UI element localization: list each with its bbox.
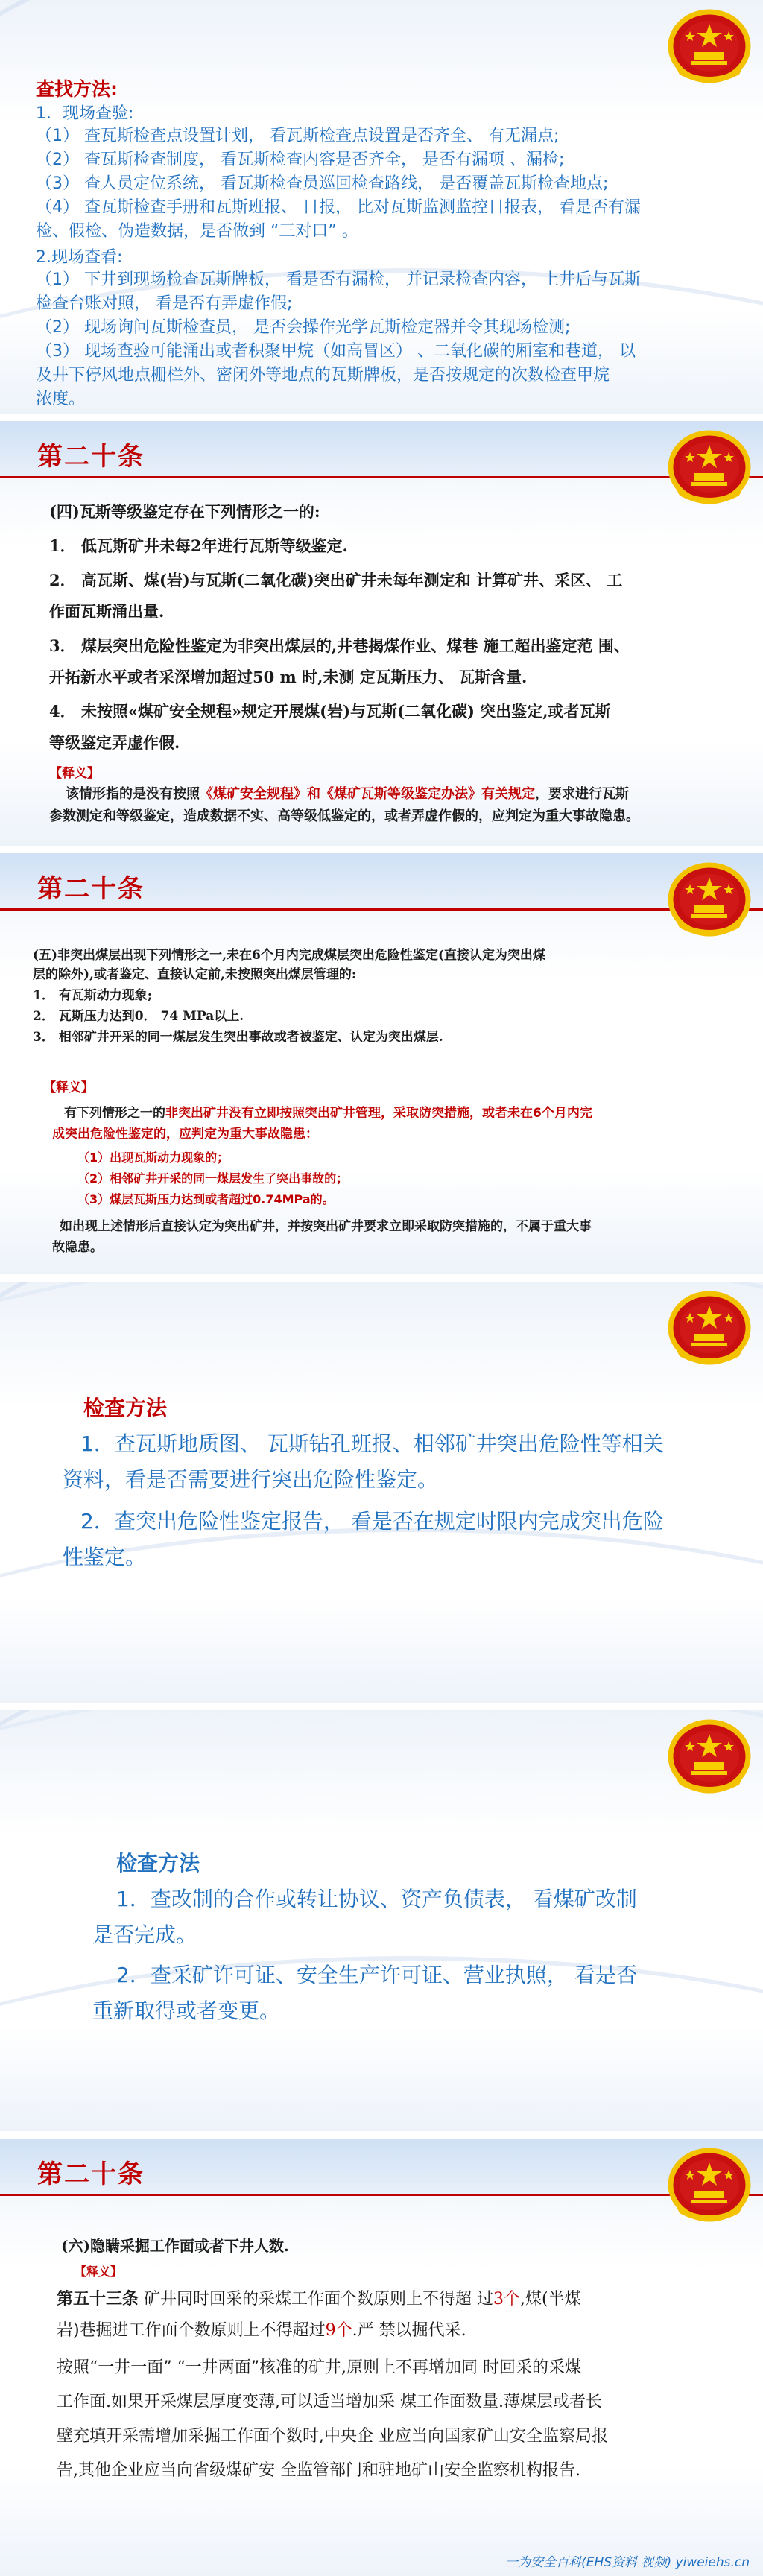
clause-line: 3． 煤层突出危险性鉴定为非突出煤层的,井巷揭煤作业、煤巷 施工超出鉴定范 围、 (49, 636, 630, 655)
clause-line: 3． 相邻矿井开采的同一煤层发生突出事故或者被鉴定、认定为突出煤层. (33, 1030, 443, 1045)
explanation-line: 告,其他企业应当向省级煤矿安 全监管部门和驻地矿山安全监察机构报告. (57, 2461, 580, 2480)
method-paragraph: 1．查改制的合作或转让协议、资产负债表， 看煤矿改制 (116, 1887, 637, 1911)
limit-value: 9个 (325, 2321, 352, 2340)
method-paragraph: 资料，看是否需要进行突出危险性鉴定。 (63, 1467, 439, 1492)
condition-item: （3）煤层瓦斯压力达到或者超过0.74MPa的。 (77, 1192, 335, 1206)
national-emblem-icon (665, 2145, 754, 2222)
list-item: 及井下停风地点栅栏外、密闭外等地点的瓦斯牌板，是否按规定的次数检查甲烷 (36, 366, 610, 384)
article-number: 第五十三条 (57, 2289, 139, 2308)
title-underline (0, 908, 763, 911)
clause-line: 1． 低瓦斯矿井未每2年进行瓦斯等级鉴定. (49, 537, 348, 555)
clause-line: 开拓新水平或者采深增加超过50 m 时,未测 定瓦斯压力、 瓦斯含量. (49, 668, 528, 686)
national-emblem-icon (665, 6, 754, 83)
list-item: （4） 查瓦斯检查手册和瓦斯班报、 日报， 比对瓦斯监测监控日报表， 看是否有漏 (36, 198, 641, 217)
list-item: （1） 下井到现场检查瓦斯牌板， 看是否有漏检， 并记录检查内容， 上井后与瓦斯 (36, 270, 641, 289)
subsection-title: 2.现场查看: (36, 248, 123, 267)
list-item: （2） 现场询问瓦斯检查员， 是否会操作光学瓦斯检定器并令其现场检测; (36, 318, 571, 337)
interpretation-label: 【释义】 (43, 1080, 94, 1095)
section-heading: 检查方法 (83, 1396, 168, 1420)
method-paragraph: 1．查瓦斯地质图、 瓦斯钻孔班报、相邻矿井突出危险性等相关 (80, 1431, 664, 1456)
slide-title: 第二十条 (37, 874, 145, 904)
interpretation-text: ，要求进行瓦斯 (535, 786, 629, 802)
clause-title: 层的除外),或者鉴定、直接认定前,未按照突出煤层管理的: (33, 967, 357, 982)
slide-title: 第二十条 (37, 2159, 145, 2189)
interpretation-highlight: 非突出矿井没有立即按照突出矿井管理，采取防突措施，或者未在6个月内完 (165, 1106, 592, 1121)
national-emblem-icon (665, 859, 754, 937)
list-item: （3） 现场查验可能涌出或者积聚甲烷（如高冒区） 、二氧化碳的厢室和巷道， 以 (36, 342, 636, 361)
clause-line: 4． 未按照«煤矿安全规程»规定开展煤(岩)与瓦斯(二氧化碳) 突出鉴定,或者瓦斯 (49, 702, 611, 721)
clause-line: 2． 瓦斯压力达到0． 74 MPa以上. (33, 1009, 244, 1024)
clause-title: (六)隐瞒采掘工作面或者下井人数. (61, 2237, 289, 2255)
interpretation-label: 【释义】 (75, 2265, 123, 2279)
article-text: 岩)巷掘进工作面个数原则上不得超过 (57, 2321, 326, 2340)
method-paragraph: 是否完成。 (92, 1922, 197, 1947)
footer-watermark[interactable]: 一为安全百科(EHS资料 视频) yiweiehs.cn (505, 2555, 750, 2570)
list-item: 检查台账对照， 看是否有弄虚作假; (36, 294, 293, 313)
method-paragraph: 2．查突出危险性鉴定报告， 看是否在规定时限内完成突出危险 (80, 1509, 664, 1534)
method-paragraph: 性鉴定。 (63, 1545, 147, 1569)
explanation-line: 按照“一井一面” “一井两面”核准的矿井,原则上不再增加同 时回采的采煤 (57, 2358, 581, 2377)
interpretation-text: 有下列情形之一的 (64, 1106, 165, 1121)
slide-article-20-gas-level (0, 421, 763, 846)
clause-line: 1． 有瓦斯动力现象; (33, 988, 153, 1003)
clause-line: 等级鉴定弄虚作假. (49, 733, 180, 752)
slide-gas-inspection-methods (0, 0, 763, 414)
article-line (57, 2317, 466, 2341)
list-item: （1） 查瓦斯检查点设置计划， 看瓦斯检查点设置是否齐全、 有无漏点; (36, 127, 560, 145)
interpretation-highlight: 成突出危险性鉴定的，应判定为重大事故隐患： (52, 1127, 318, 1142)
slide-inspection-method-outburst (0, 1282, 763, 1703)
national-emblem-icon (665, 1716, 754, 1794)
subsection-title: 1．现场查验: (36, 104, 134, 123)
clause-line: 作面瓦斯涌出量. (49, 602, 165, 621)
section-heading: 检查方法 (116, 1851, 200, 1876)
list-item: （3） 查人员定位系统， 看瓦斯检查员巡回检查路线， 是否覆盖瓦斯检查地点; (36, 174, 609, 193)
list-item: （2） 查瓦斯检查制度， 看瓦斯检查内容是否齐全， 是否有漏项 、漏检; (36, 151, 565, 169)
article-line (57, 2286, 581, 2309)
list-item: 浓度。 (36, 390, 86, 408)
slide-article-20-concealment (0, 2139, 763, 2576)
national-emblem-icon (665, 427, 754, 504)
section-heading: 查找方法: (36, 78, 118, 100)
method-paragraph: 重新取得或者变更。 (92, 1999, 281, 2023)
limit-value: 3个 (493, 2290, 521, 2308)
slide-inspection-method-restructure (0, 1710, 763, 2131)
interpretation-line: 如出现上述情形后直接认定为突出矿井，并按突出矿井要求立即采取防突措施的，不属于重大事 (60, 1219, 592, 1234)
interpretation-line (66, 783, 629, 803)
national-emblem-icon (665, 1288, 754, 1365)
title-underline (0, 476, 763, 478)
background-swoosh (0, 1282, 763, 1644)
clause-title: (五)非突出煤层出现下列情形之一,未在6个月内完成煤层突出危险性鉴定(直接认定为突出煤 (33, 948, 545, 963)
interpretation-label: 【释义】 (49, 766, 100, 781)
method-paragraph: 2．查采矿许可证、安全生产许可证、营业执照， 看是否 (116, 1963, 637, 1987)
condition-item: （2）相邻矿井开采的同一煤层发生了突出事故的； (77, 1171, 349, 1186)
clause-line: 2． 高瓦斯、煤(岩)与瓦斯(二氧化碳)突出矿井未每年测定和 计算矿井、采区、 工 (49, 571, 623, 589)
condition-item: （1）出现瓦斯动力现象的； (77, 1151, 229, 1165)
article-text: .严 禁以掘代采. (352, 2321, 466, 2340)
article-text: 矿井同时回采的采煤工作面个数原则上不得超 过 (139, 2290, 494, 2308)
explanation-line: 壁充填开采需增加采掘工作面个数时,中央企 业应当向国家矿山安全监察局报 (57, 2427, 608, 2446)
slide-title: 第二十条 (37, 442, 145, 472)
clause-title: (四)瓦斯等级鉴定存在下列情形之一的: (49, 502, 320, 521)
title-underline (0, 2194, 763, 2196)
list-item: 检、假检、伪造数据，是否做到 “三对口” 。 (36, 222, 358, 241)
explanation-line: 工作面.如果开采煤层厚度变薄,可以适当增加采 煤工作面数量.薄煤层或者长 (57, 2393, 602, 2411)
interpretation-text: 该情形指的是没有按照 (66, 786, 200, 802)
article-text: ,煤(半煤 (520, 2290, 581, 2308)
interpretation-line (64, 1102, 592, 1121)
slide-article-20-outburst (0, 853, 763, 1274)
interpretation-line: 参数测定和等级鉴定，造成数据不实、高等级低鉴定的，或者弄虚作假的，应判定为重大事故隐患。 (49, 808, 639, 824)
regulation-reference: 《煤矿安全规程》和《煤矿瓦斯等级鉴定办法》有关规定 (200, 786, 535, 802)
interpretation-line: 故隐患。 (52, 1240, 103, 1255)
